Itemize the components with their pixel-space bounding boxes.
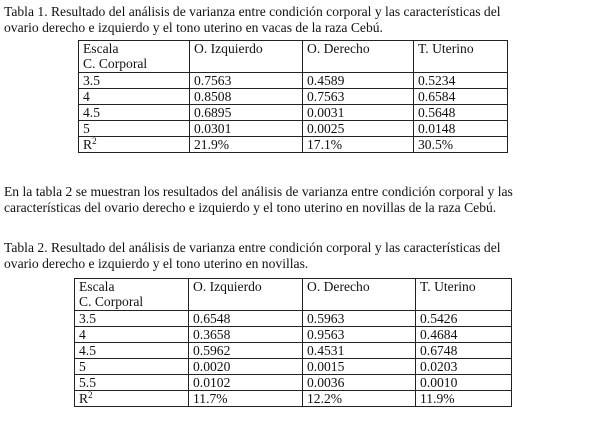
table-cell: 0.7563: [190, 73, 303, 89]
table-cell: 21.9%: [190, 137, 303, 153]
table-row: [75, 311, 512, 327]
table-cell: 5: [79, 121, 190, 137]
table-cell: 0.6748: [416, 343, 512, 359]
table2: [74, 278, 512, 407]
header-cell-derecho: O. Derecho: [303, 41, 414, 73]
table-cell: 0.0020: [189, 359, 303, 375]
table-cell: 5: [75, 359, 189, 375]
header-cell-escala: [79, 41, 190, 73]
table-header-row: [79, 41, 508, 73]
caption-line: Tabla 2. Resultado del análisis de varianza entre condición corporal y las características del: [4, 240, 501, 255]
table1-caption: [4, 4, 590, 36]
header-line: Escala: [79, 279, 115, 294]
table-header-row: [75, 279, 512, 311]
table-cell: 0.8508: [190, 89, 303, 105]
table-cell: 0.4531: [303, 343, 416, 359]
table-row: [79, 105, 508, 121]
paragraph-line: características del ovario derecho e izquierdo y el tono uterino en novillas de la raza Cebú.: [4, 200, 497, 215]
table-cell: 4: [79, 89, 190, 105]
table-cell: 0.6895: [190, 105, 303, 121]
table-cell: 3.5: [79, 73, 190, 89]
table2-caption: [4, 240, 590, 272]
header-cell-escala: [75, 279, 189, 311]
caption-line: ovario derecho e izquierdo y el tono uterino en novillas.: [4, 256, 309, 271]
table-cell: 0.9563: [303, 327, 416, 343]
table-cell: 0.7563: [303, 89, 414, 105]
body-paragraph: [4, 184, 590, 216]
table-cell: 11.9%: [416, 391, 512, 407]
table-cell: 0.0025: [303, 121, 414, 137]
r2-label-cell: [75, 391, 189, 407]
table-cell: 0.5234: [414, 73, 508, 89]
table-cell: 5.5: [75, 375, 189, 391]
table-cell: 0.5648: [414, 105, 508, 121]
table-cell: 0.5962: [189, 343, 303, 359]
r2-superscript: 2: [88, 390, 93, 400]
table-row: [75, 359, 512, 375]
header-cell-derecho: O. Derecho: [303, 279, 416, 311]
table-cell: 17.1%: [303, 137, 414, 153]
table-cell: 0.0148: [414, 121, 508, 137]
table-cell: 30.5%: [414, 137, 508, 153]
r2-label-cell: [79, 137, 190, 153]
caption-line: ovario derecho e izquierdo y el tono uterino en vacas de la raza Cebú.: [4, 20, 383, 35]
table-cell: 0.0203: [416, 359, 512, 375]
table-cell: 3.5: [75, 311, 189, 327]
header-line: Escala: [83, 41, 119, 56]
table-cell: 0.5426: [416, 311, 512, 327]
table-row-r2: [75, 391, 512, 407]
table-cell: 0.6548: [189, 311, 303, 327]
header-cell-uterino: T. Uterino: [414, 41, 508, 73]
header-cell-izquierdo: O. Izquierdo: [190, 41, 303, 73]
table-cell: 0.0031: [303, 105, 414, 121]
table-row: [75, 327, 512, 343]
table-cell: 4.5: [75, 343, 189, 359]
r2-label: R: [79, 391, 89, 406]
header-line: C. Corporal: [83, 56, 148, 71]
r2-superscript: 2: [92, 136, 97, 146]
table-cell: 0.6584: [414, 89, 508, 105]
table-row: [79, 121, 508, 137]
table-cell: 11.7%: [189, 391, 303, 407]
table-cell: 12.2%: [303, 391, 416, 407]
table-cell: 0.3658: [189, 327, 303, 343]
table-cell: 4: [75, 327, 189, 343]
caption-line: Tabla 1. Resultado del análisis de varianza entre condición corporal y las características del: [4, 4, 501, 19]
table-cell: 0.4589: [303, 73, 414, 89]
table-row: [79, 89, 508, 105]
table-cell: 0.0010: [416, 375, 512, 391]
table-row: [75, 343, 512, 359]
table-cell: 4.5: [79, 105, 190, 121]
table-row: [79, 73, 508, 89]
r2-label: R: [83, 137, 93, 152]
table1: [78, 40, 508, 153]
table-cell: 0.0301: [190, 121, 303, 137]
paragraph-line: En la tabla 2 se muestran los resultados del análisis de varianza entre condición corporal y las: [4, 184, 513, 199]
table-cell: 0.0015: [303, 359, 416, 375]
header-line: C. Corporal: [79, 294, 144, 309]
table-cell: 0.5963: [303, 311, 416, 327]
header-cell-izquierdo: O. Izquierdo: [189, 279, 303, 311]
table-cell: 0.4684: [416, 327, 512, 343]
header-cell-uterino: T. Uterino: [416, 279, 512, 311]
table-cell: 0.0102: [189, 375, 303, 391]
table-row: [75, 375, 512, 391]
table-row-r2: [79, 137, 508, 153]
table-cell: 0.0036: [303, 375, 416, 391]
